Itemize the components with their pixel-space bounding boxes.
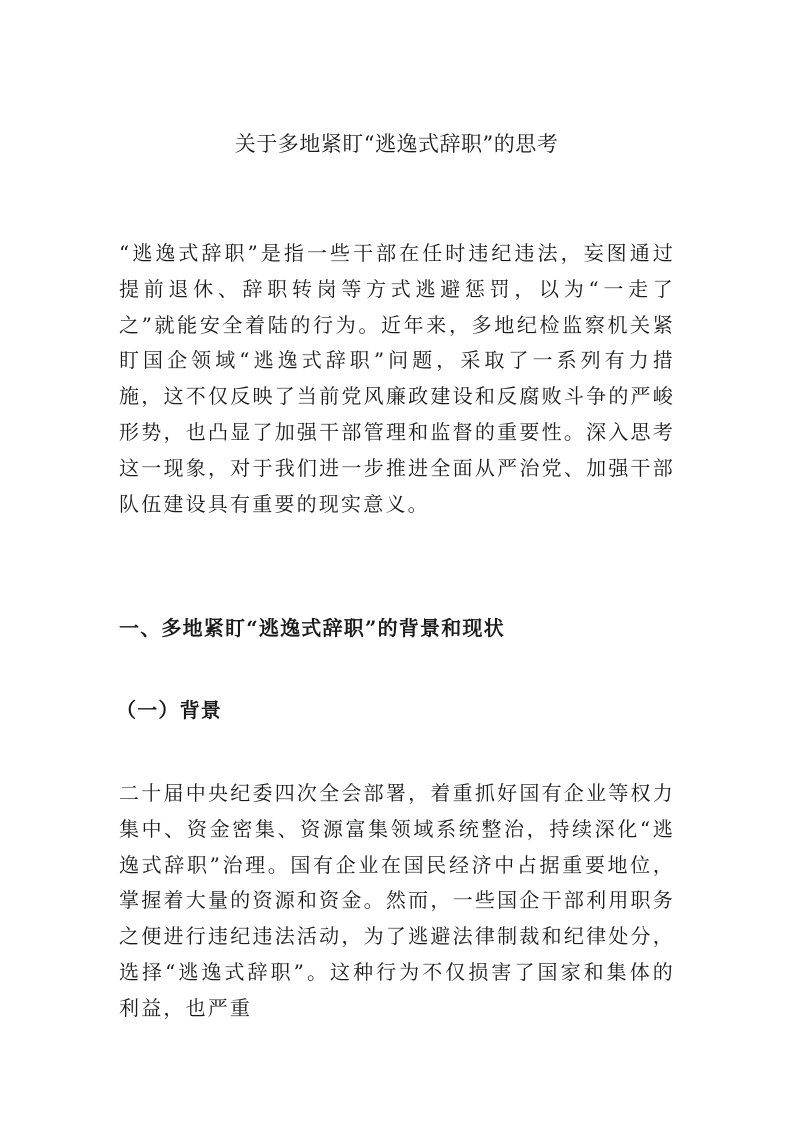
intro-paragraph: “逃逸式辞职”是指一些干部在任时违纪违法，妄图通过提前退休、辞职转岗等方式逃避惩罚，以为“一走了之”就能安全着陆的行为。近年来，多地纪检监察机关紧盯国企领域“逃逸式辞职”问题，采取了一系列有力措施，这不仅反映了当前党风廉政建设和反腐败斗争的严峻形势，也凸显了加强干部管理和监督的重要性。深入思考这一现象，对于我们进一步推进全面从严治党、加强干部队伍建设具有重要的现实意义。 (119, 241, 675, 516)
subsection-heading: （一）背景 (116, 698, 222, 722)
section-heading: 一、多地紧盯“逃逸式辞职”的背景和现状 (119, 616, 505, 640)
document-title: 关于多地紧盯“逃逸式辞职”的思考 (234, 132, 559, 156)
background-paragraph: 二十届中央纪委四次全会部署，着重抓好国有企业等权力集中、资金密集、资源富集领域系统整治，持续深化“逃逸式辞职”治理。国有企业在国民经济中占据重要地位，掌握着大量的资源和资金。然而，一些国企干部利用职务之便进行违纪违法活动，为了逃避法律制裁和纪律处分，选择“逃逸式辞职”。这种行为不仅损害了国家和集体的利益，也严重 (119, 781, 675, 1020)
